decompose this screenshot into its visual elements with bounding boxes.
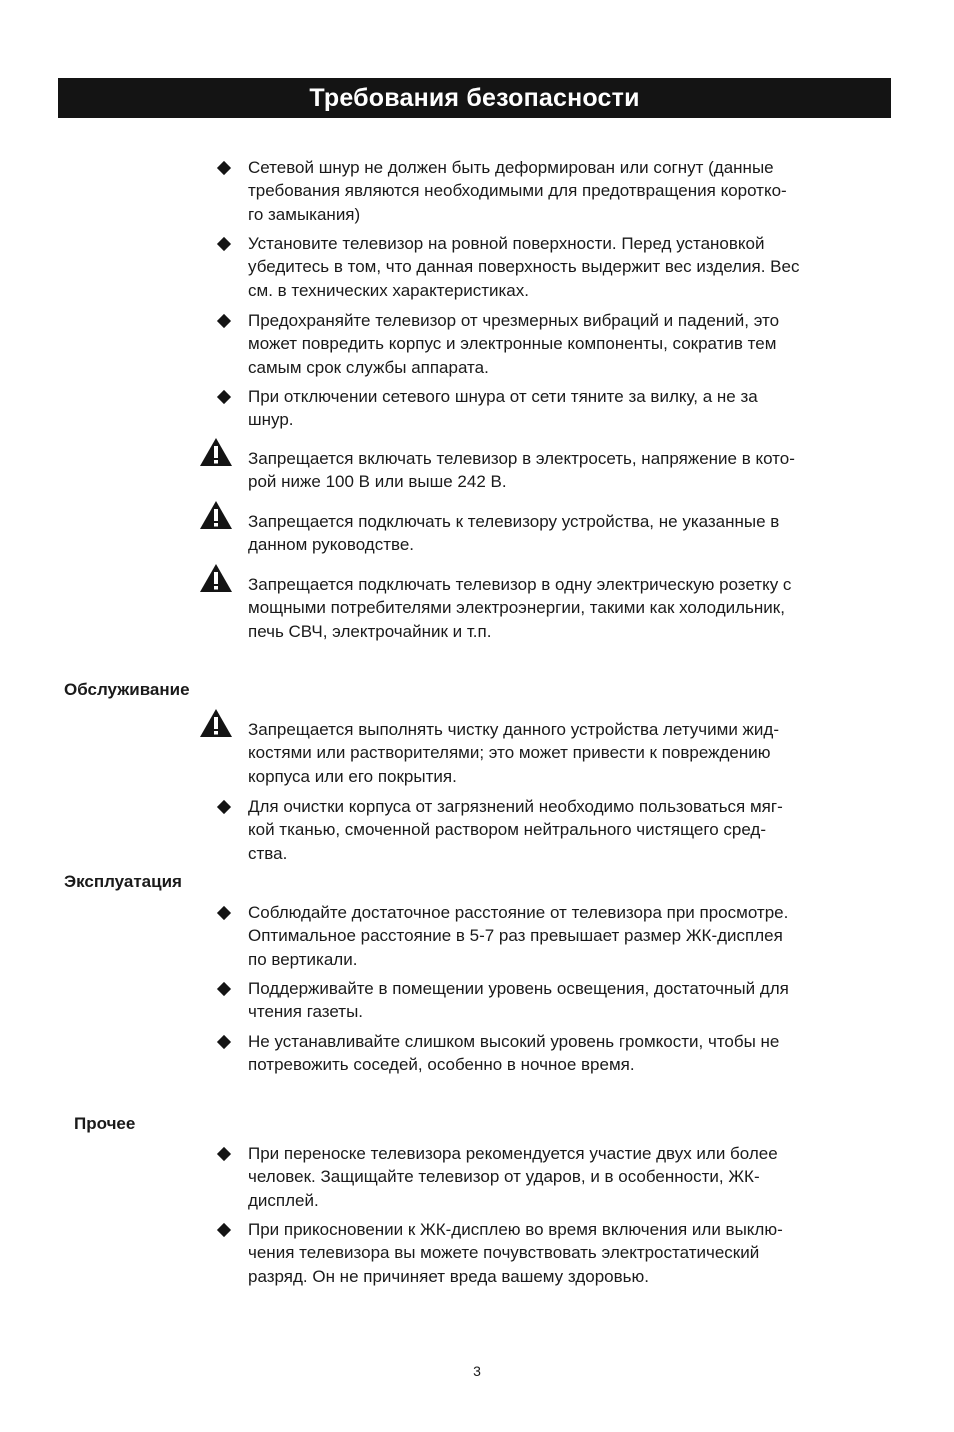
list-item-line: Установите телевизор на ровной поверхности. Перед установкой bbox=[248, 234, 765, 253]
list-item-line: чения телевизора вы можете почувствовать электростатический bbox=[248, 1243, 760, 1263]
list-item bbox=[248, 718, 893, 788]
section-heading-maintenance: Обслуживание bbox=[64, 680, 190, 699]
list-item-line: разряд. Он не причиняет вреда вашему здоровью. bbox=[248, 1266, 649, 1286]
list-item-line: кой тканью, смоченной раствором нейтрального чистящего сред- bbox=[248, 820, 767, 840]
list-item-line: убедитесь в том, что данная поверхность выдержит вес изделия. Вес bbox=[248, 257, 800, 277]
list-item bbox=[248, 1030, 893, 1077]
diamond-bullet-icon bbox=[217, 314, 231, 328]
list-item-line: рой ниже 100 В или выше 242 В. bbox=[248, 472, 507, 492]
list-item-line: При отключении сетевого шнура от сети тяните за вилку, а не за bbox=[248, 387, 758, 406]
warning-triangle-icon bbox=[199, 708, 233, 738]
list-item-line: Оптимальное расстояние в 5-7 раз превышает размер ЖК-дисплея bbox=[248, 926, 783, 946]
warning-triangle-icon bbox=[199, 563, 233, 593]
page-title: Требования безопасности bbox=[58, 78, 891, 118]
list-item-line: самым срок службы аппарата. bbox=[248, 357, 489, 377]
list-item-line: костями или растворителями; это может привести к повреждению bbox=[248, 743, 771, 763]
warning-triangle-icon bbox=[199, 500, 233, 530]
list-item bbox=[248, 977, 893, 1024]
list-item-line: потревожить соседей, особенно в ночное время. bbox=[248, 1055, 635, 1075]
list-item bbox=[248, 1142, 893, 1212]
list-item-line: чтения газеты. bbox=[248, 1002, 364, 1022]
diamond-bullet-icon bbox=[217, 906, 231, 920]
list-item-line: Предохраняйте телевизор от чрезмерных вибраций и падений, это bbox=[248, 311, 780, 330]
list-item-line: Сетевой шнур не должен быть деформирован или согнут (данные bbox=[248, 158, 774, 177]
list-item-line: го замыкания) bbox=[248, 204, 361, 224]
diamond-bullet-icon bbox=[217, 800, 231, 814]
diamond-bullet-icon bbox=[217, 1147, 231, 1161]
diamond-bullet-icon bbox=[217, 237, 231, 251]
diamond-bullet-icon bbox=[217, 161, 231, 175]
list-item bbox=[248, 156, 893, 226]
list-item bbox=[248, 901, 893, 971]
list-item-line: Не устанавливайте слишком высокий уровень громкости, чтобы не bbox=[248, 1032, 780, 1051]
list-item-line: Запрещается подключать телевизор в одну электрическую розетку с bbox=[248, 575, 792, 594]
list-item-line: данном руководстве. bbox=[248, 535, 415, 555]
list-item-line: Соблюдайте достаточное расстояние от телевизора при просмотре. bbox=[248, 903, 789, 922]
diamond-bullet-icon bbox=[217, 982, 231, 996]
page-number: 3 bbox=[473, 1363, 481, 1379]
warning-triangle-icon bbox=[199, 437, 233, 467]
list-item bbox=[248, 795, 893, 865]
diamond-bullet-icon bbox=[217, 1223, 231, 1237]
diamond-bullet-icon bbox=[217, 1035, 231, 1049]
list-item bbox=[248, 385, 893, 432]
list-item-line: требования являются необходимыми для предотвращения коротко- bbox=[248, 181, 787, 201]
list-item-line: шнур. bbox=[248, 410, 294, 430]
list-item-line: корпуса или его покрытия. bbox=[248, 766, 457, 786]
list-item-line: Запрещается подключать к телевизору устройства, не указанные в bbox=[248, 512, 780, 531]
list-item-line: может повредить корпус и электронные компоненты, сократив тем bbox=[248, 334, 777, 354]
diamond-bullet-icon bbox=[217, 390, 231, 404]
list-item-line: Для очистки корпуса от загрязнений необходимо пользоваться мяг- bbox=[248, 797, 783, 816]
list-item-line: Запрещается включать телевизор в электросеть, напряжение в кото- bbox=[248, 449, 795, 468]
list-item-line: При переноске телевизора рекомендуется участие двух или более bbox=[248, 1144, 778, 1163]
list-item-line: человек. Защищайте телевизор от ударов, и в особенности, ЖК- bbox=[248, 1167, 760, 1187]
list-item bbox=[248, 447, 893, 494]
list-item bbox=[248, 309, 893, 379]
list-item-line: см. в технических характеристиках. bbox=[248, 280, 529, 300]
section-heading-operation: Эксплуатация bbox=[64, 872, 182, 891]
list-item bbox=[248, 1218, 893, 1288]
list-item-line: по вертикали. bbox=[248, 949, 358, 969]
list-item-line: мощными потребителями электроэнергии, такими как холодильник, bbox=[248, 598, 785, 618]
list-item bbox=[248, 573, 893, 643]
list-item-line: печь СВЧ, электрочайник и т.п. bbox=[248, 621, 492, 641]
list-item bbox=[248, 510, 893, 557]
section-heading-other: Прочее bbox=[74, 1114, 136, 1133]
list-item-line: ства. bbox=[248, 843, 288, 863]
list-item-line: Запрещается выполнять чистку данного устройства летучими жид- bbox=[248, 720, 780, 739]
list-item-line: При прикосновении к ЖК-дисплею во время включения или выклю- bbox=[248, 1220, 783, 1239]
list-item-line: дисплей. bbox=[248, 1190, 319, 1210]
list-item bbox=[248, 232, 893, 302]
list-item-line: Поддерживайте в помещении уровень освещения, достаточный для bbox=[248, 979, 789, 998]
